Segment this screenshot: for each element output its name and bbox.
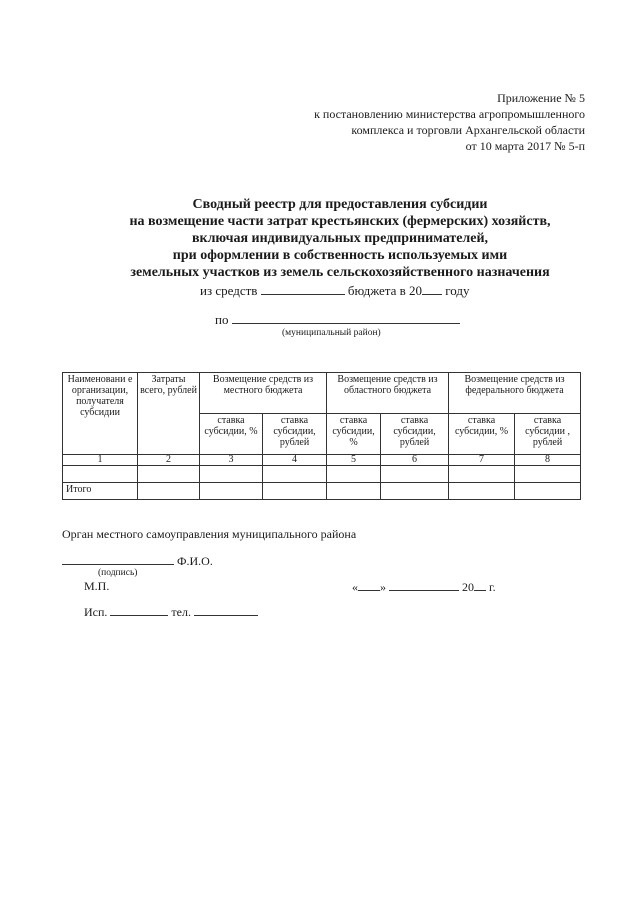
title-line-1: Сводный реестр для предоставления субсидии xyxy=(192,197,488,212)
col-number: 1 xyxy=(63,455,138,466)
table-total-row xyxy=(63,483,581,500)
district-caption: (муниципальный район) xyxy=(282,328,381,338)
table-cell[interactable] xyxy=(449,483,515,500)
table-cell[interactable] xyxy=(515,466,581,483)
document-title xyxy=(60,196,620,281)
table-cell[interactable] xyxy=(138,466,200,483)
group-regional-budget: Возмещение средств из областного бюджета xyxy=(327,373,449,414)
phone-blank xyxy=(194,604,258,616)
col-org-name: Наименовани е организации, получателя субсидии xyxy=(63,373,138,455)
table-cell[interactable] xyxy=(381,466,449,483)
title-line-4: при оформлении в собственность используемых ими xyxy=(172,248,508,263)
col-number: 2 xyxy=(138,455,200,466)
date-month-blank xyxy=(389,579,459,591)
table-cell[interactable] xyxy=(63,466,138,483)
appendix-number: Приложение № 5 xyxy=(497,91,585,105)
table-cell[interactable] xyxy=(263,466,327,483)
signature-line xyxy=(62,553,213,569)
table-row xyxy=(63,466,581,483)
col-number: 3 xyxy=(200,455,263,466)
col-regional-rate-rub: ставка субсидии, рублей xyxy=(381,414,449,455)
district-prefix: по xyxy=(215,312,229,327)
signature-caption: (подпись) xyxy=(98,568,138,578)
title-line-2: на возмещение части затрат крестьянских (фермерских) хозяйств, xyxy=(129,214,551,229)
col-local-rate-rub: ставка субсидии, рублей xyxy=(263,414,327,455)
date-year-blank xyxy=(474,579,486,591)
col-number: 8 xyxy=(515,455,581,466)
appendix-ministry: комплекса и торговли Архангельской области xyxy=(351,123,585,137)
date-year: 20 xyxy=(462,580,474,594)
phone-label: тел. xyxy=(171,605,191,619)
date-close-quote: » xyxy=(380,580,386,594)
title-line-5: земельных участков из земель сельскохозяйственного назначения xyxy=(130,265,550,280)
year-blank xyxy=(422,283,442,295)
authority-label: Орган местного самоуправления муниципального района xyxy=(62,527,357,541)
funds-mid: бюджета в 20 xyxy=(347,283,423,298)
col-number: 6 xyxy=(381,455,449,466)
col-regional-rate-pct: ставка субсидии, % xyxy=(327,414,381,455)
executor-blank xyxy=(110,604,168,616)
table-header-row xyxy=(63,373,581,414)
col-local-rate-pct: ставка субсидии, % xyxy=(200,414,263,455)
table-cell[interactable] xyxy=(200,466,263,483)
col-number: 4 xyxy=(263,455,327,466)
date-open-quote: « xyxy=(352,580,358,594)
funds-suffix: году xyxy=(445,283,470,298)
funds-prefix: из средств xyxy=(200,283,258,298)
stamp-label: М.П. xyxy=(84,579,110,593)
table-cell[interactable] xyxy=(138,483,200,500)
col-total-costs: Затраты всего, рублей xyxy=(138,373,200,455)
executor-line xyxy=(84,604,258,620)
district-blank xyxy=(232,312,460,324)
table-cell[interactable] xyxy=(515,483,581,500)
col-number: 5 xyxy=(327,455,381,466)
date-suffix: г. xyxy=(489,580,496,594)
district-line xyxy=(215,312,460,328)
signature-blank xyxy=(62,553,174,565)
table-cell[interactable] xyxy=(263,483,327,500)
budget-blank xyxy=(261,283,345,295)
appendix-date: от 10 марта 2017 № 5-п xyxy=(465,139,585,153)
col-number: 7 xyxy=(449,455,515,466)
executor-label: Исп. xyxy=(84,605,108,619)
table-cell[interactable] xyxy=(327,483,381,500)
col-federal-rate-pct: ставка субсидии, % xyxy=(449,414,515,455)
appendix-block xyxy=(314,90,585,154)
group-federal-budget: Возмещение средств из федерального бюджета xyxy=(449,373,581,414)
total-label: Итого xyxy=(63,483,138,500)
table-cell[interactable] xyxy=(381,483,449,500)
group-local-budget: Возмещение средств из местного бюджета xyxy=(200,373,327,414)
table-cell[interactable] xyxy=(200,483,263,500)
table-cell[interactable] xyxy=(449,466,515,483)
appendix-reference: к постановлению министерства агропромышленного xyxy=(314,107,585,121)
table-cell[interactable] xyxy=(327,466,381,483)
fio-label: Ф.И.О. xyxy=(177,554,213,568)
date-day-blank xyxy=(358,579,380,591)
date-line xyxy=(352,579,496,595)
funds-line xyxy=(200,283,470,299)
registry-table xyxy=(62,372,581,500)
title-line-3: включая индивидуальных предпринимателей, xyxy=(191,231,489,246)
table-number-row xyxy=(63,455,581,466)
col-federal-rate-rub: ставка субсидии , рублей xyxy=(515,414,581,455)
